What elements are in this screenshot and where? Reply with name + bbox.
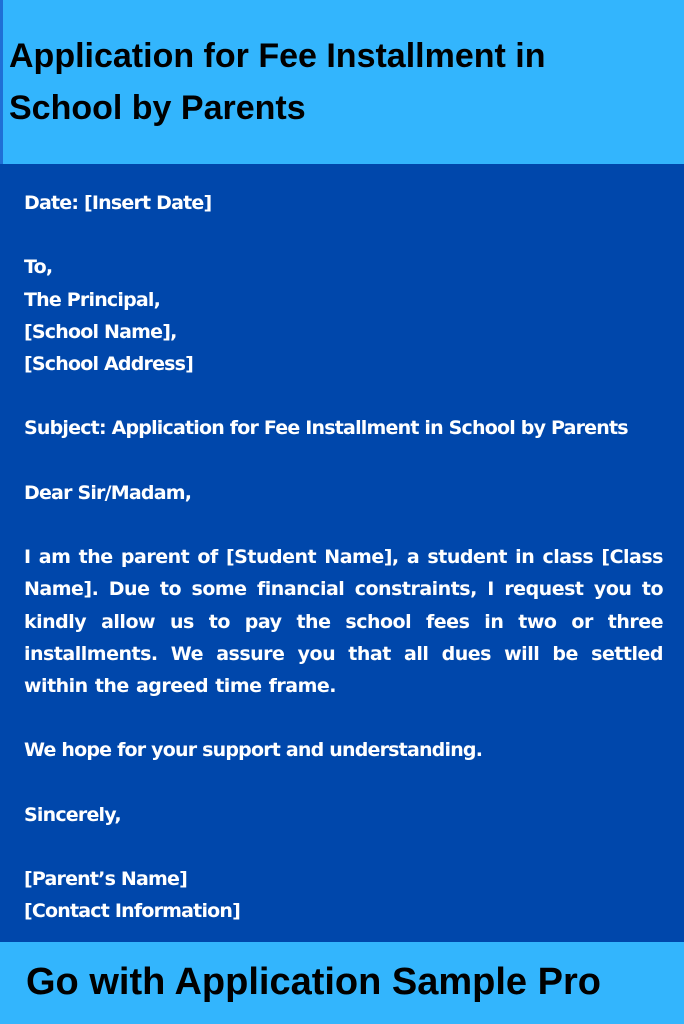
page-title-line-1: Application for Fee Installment in [9,37,546,75]
footer-banner [0,942,684,1024]
letter-parent-name: [Parent’s Name] [24,868,188,891]
letter-closing-line: We hope for your support and understanding. [24,739,483,762]
letter-to: To, [24,256,53,279]
spacer [24,767,663,799]
spacer [24,219,663,251]
letter-recipient: The Principal, [24,288,161,311]
letter-date: Date: [Insert Date] [24,192,212,214]
spacer [24,702,663,734]
footer-brand-text: Go with Application Sample Pro [26,961,601,1003]
letter-school-address: [School Address] [24,353,194,375]
page-title [9,30,649,134]
letter-school-name: [School Name], [24,320,177,343]
spacer [24,831,663,863]
letter-subject: Subject: Application for Fee Installment in School by Parents [24,417,628,440]
spacer [24,509,663,541]
letter-sign-off: Sincerely, [24,803,121,826]
spacer [24,445,663,477]
page-title-line-2: School by Parents [9,89,306,127]
letter-main-paragraph: I am the parent of [Student Name], a student in class [Class Name]. Due to some financial constraints, I request you to kindly allow us to pay the school fees in two or three installments. We assure you that all dues will be settled within the agreed time frame. [24,546,663,697]
letter-body [24,187,663,928]
header-banner [0,0,684,164]
spacer [24,380,663,412]
letter-salutation: Dear Sir/Madam, [24,481,192,504]
letter-contact-info: [Contact Information] [24,900,241,923]
